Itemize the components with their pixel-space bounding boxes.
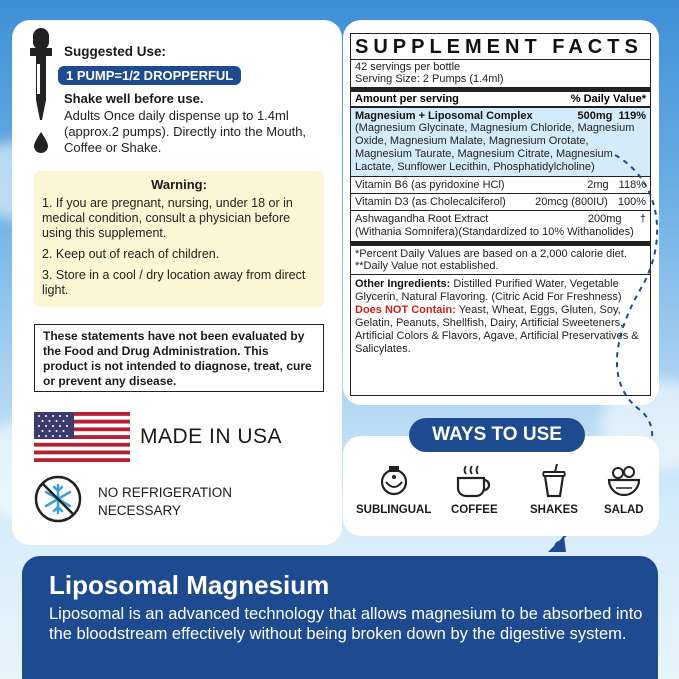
ways-to-use-title: WAYS TO USE (409, 418, 585, 452)
facts-title: SUPPLEMENT FACTS (351, 34, 650, 60)
nutrient-amount: 20mcg (800IU) (535, 196, 608, 208)
does-not-contain-text: Yeast, Wheat, Eggs, Gluten, Soy, Gelatin, Peanuts, Shellfish, Dairy, Artificial Sweeteners, Artificial Colors & Flavors, Agave, Artificial Preservatives & Salicylates. (355, 304, 639, 355)
way-label: SHAKES (530, 504, 578, 516)
nutrient-name: Vitamin D3 (as Cholecalciferol) (355, 196, 506, 208)
no-refrigeration-label (98, 484, 232, 520)
way-sublingual (356, 464, 431, 516)
warning-item: 3. Store in a cool / dry location away from direct light. (42, 268, 306, 297)
no-refrigeration-line1: NO REFRIGERATION (98, 485, 233, 500)
nutrient-row (351, 177, 650, 194)
dosage-directions: Adults Once daily dispense up to 1.4ml (approx.2 pumps). Directly into the Mouth, Coffee or Shake. (64, 108, 307, 155)
ashwagandha-row (351, 211, 650, 246)
ashwagandha-dv: † (639, 213, 646, 225)
facts-header (351, 92, 650, 108)
liposomal-info-panel (22, 556, 658, 679)
nutrient-amount: 2mg (587, 179, 609, 191)
nutrient-name: Vitamin B6 (as pyridoxine HCl) (355, 179, 505, 191)
nutrient-row (351, 194, 650, 211)
warning-title: Warning: (151, 177, 207, 192)
no-refrigeration-line2: NECESSARY (98, 503, 182, 518)
pump-badge: 1 PUMP=1/2 DROPPERFUL (58, 66, 241, 85)
way-salad (604, 464, 644, 516)
warning-box (34, 171, 324, 307)
other-ingredients-text: Distilled Purified Water, Vegetable Glycerin, Natural Flavoring. (Citric Acid For Freshness) (355, 278, 622, 303)
liposomal-title: Liposomal Magnesium (49, 570, 330, 600)
coffee-icon (454, 464, 494, 498)
does-not-contain-label: Does NOT Contain: (355, 304, 456, 316)
warning-item: 2. Keep out of reach of children. (42, 247, 220, 261)
amount-per-serving-label: Amount per serving (355, 93, 459, 105)
no-refrigeration-icon (34, 475, 82, 523)
serving-size: Serving Size: 2 Pumps (1.4ml) (351, 73, 650, 92)
magnesium-dv: 119% (618, 110, 646, 122)
servings-per-bottle: 42 servings per bottle (355, 61, 461, 73)
way-coffee (451, 464, 498, 516)
warning-item: 1. If you are pregnant, nursing, under 18 or in medical condition, consult a physician before using this supplement. (42, 196, 293, 240)
ashwagandha-name: Ashwagandha Root Extract (355, 213, 489, 225)
facts-footnotes (351, 246, 650, 275)
nutrient-dv: 118% (618, 179, 646, 191)
us-flag-icon (34, 412, 130, 462)
way-label: COFFEE (451, 504, 498, 516)
made-in-usa-label: MADE IN USA (140, 425, 283, 448)
shake-instruction: Shake well before use. (64, 91, 204, 106)
liposomal-description: Liposomal is an advanced technology that allows magnesium to be absorbed into the bloodstream effectively without being broken down by the digestive system. (49, 605, 643, 643)
way-shakes (530, 464, 578, 516)
magnesium-row (351, 108, 650, 177)
supplement-facts-panel (343, 20, 659, 405)
other-ingredients-label: Other Ingredients: (355, 278, 451, 290)
magnesium-amount: 500mg (577, 110, 613, 122)
magnesium-detail: (Magnesium Glycinate, Magnesium Chloride, Magnesium Oxide, Magnesium Malate, Magnesium Orotate, Magnesium Taurate, Magnesium Citrate, Magnesium Lactate, Sunflower Lecithin, Phosphatidylcholine) (355, 122, 635, 173)
shake-icon (539, 464, 569, 498)
fda-disclaimer: These statements have not been evaluated by the Food and Drug Administration. This product is not intended to diagnose, treat, cure or prevent any disease. (34, 324, 324, 392)
ashwagandha-detail: (Withania Somnifera)(Standardized to 10% Withanolides) (355, 226, 634, 238)
footnote-not-established: **Daily Value not established. (355, 260, 499, 272)
other-ingredients (351, 275, 650, 359)
dropper-icon (26, 24, 56, 154)
ashwagandha-amount: 200mg (587, 213, 622, 225)
magnesium-name: Magnesium + Liposomal Complex (355, 110, 533, 122)
suggested-use-title: Suggested Use: (64, 44, 167, 59)
salad-icon (606, 464, 642, 498)
sublingual-icon (376, 464, 412, 498)
way-label: SUBLINGUAL (356, 504, 432, 516)
way-label: SALAD (604, 504, 644, 516)
supplement-facts-box (350, 33, 651, 396)
nutrient-dv: 100% (617, 196, 646, 208)
footnote-daily-values: *Percent Daily Values are based on a 2,000 calorie diet. (355, 248, 627, 260)
daily-value-label: % Daily Value* (570, 93, 646, 105)
